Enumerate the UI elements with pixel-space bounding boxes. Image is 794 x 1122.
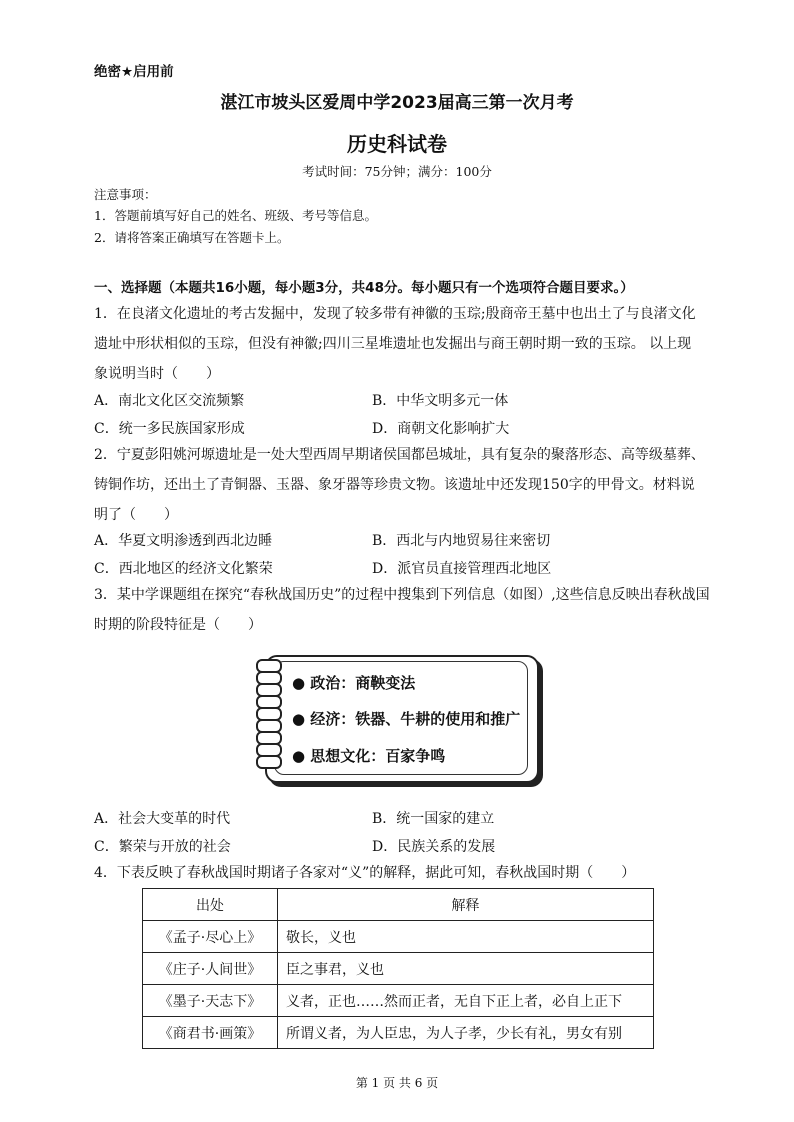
exam-info: 考试时间：75分钟；满分：100分 — [302, 164, 492, 179]
figure-item-economy: ● 经济：铁器、牛耕的使用和推广 — [292, 710, 521, 728]
table-row — [143, 985, 654, 1017]
table-header: 出处 — [143, 889, 278, 921]
table-cell-source: 《商君书·画策》 — [143, 1017, 278, 1049]
table-cell-explanation: 所谓义者，为人臣忠，为人子孝，少长有礼，男女有别 — [278, 1017, 654, 1049]
option-c: C．繁荣与开放的社会 — [94, 839, 231, 855]
notes-item: 2．请将答案正确填写在答题卡上。 — [94, 230, 290, 245]
table-row — [143, 953, 654, 985]
option-c: C．统一多民族国家形成 — [94, 421, 245, 437]
option-b: B．统一国家的建立 — [372, 811, 495, 827]
option-d: D．派官员直接管理西北地区 — [372, 561, 552, 577]
question-2 — [94, 440, 705, 530]
table-cell-explanation: 义者，正也……然而正者，无自下正上者，必自上正下 — [278, 985, 654, 1017]
section-title: 一、选择题（本题共16小题，每小题3分，共48分。每小题只有一个选项符合题目要求。） — [94, 280, 634, 296]
notes-heading: 注意事项： — [94, 187, 157, 202]
secret-mark: 绝密★启用前 — [94, 64, 174, 80]
question-line: 2．宁夏彭阳姚河塬遗址是一处大型西周早期诸侯国都邑城址，具有复杂的聚落形态、高等级墓葬、 — [94, 447, 705, 463]
table-cell-explanation: 臣之事君，义也 — [278, 953, 654, 985]
question-line: 时期的阶段特征是（ ） — [94, 617, 262, 633]
option-a: A．华夏文明渗透到西北边睡 — [94, 533, 273, 549]
table-header: 解释 — [278, 889, 654, 921]
page-footer: 第 1 页 共 6 页 — [355, 1076, 439, 1090]
question-line: 象说明当时（ ） — [94, 366, 220, 382]
figure-item-culture: ● 思想文化：百家争鸣 — [292, 747, 446, 765]
notes-item: 1．答题前填写好自己的姓名、班级、考号等信息。 — [94, 208, 377, 223]
question-line: 4．下表反映了春秋战国时期诸子各家对“义”的解释，据此可知，春秋战国时期（ ） — [94, 865, 636, 881]
subject-title: 历史科试卷 — [347, 132, 447, 156]
table-row — [143, 1017, 654, 1049]
option-a: A．社会大变革的时代 — [94, 811, 231, 827]
question-line: 铸铜作坊，还出土了青铜器、玉器、象牙器等珍贵文物。该遗址中还发现150字的甲骨文。材料说 — [94, 477, 695, 493]
question-3 — [94, 580, 710, 640]
school-title: 湛江市坡头区爱周中学2023届高三第一次月考 — [220, 93, 574, 113]
question-line: 1．在良渚文化遗址的考古发掘中，发现了较多带有神徽的玉琮;殷商帝王墓中也出土了与良渚文化 — [94, 306, 696, 322]
table-cell-source: 《墨子·天志下》 — [143, 985, 278, 1017]
table-header-row — [143, 889, 654, 921]
table-cell-source: 《庄子·人间世》 — [143, 953, 278, 985]
option-c: C．西北地区的经济文化繁荣 — [94, 561, 273, 577]
table-cell-source: 《孟子·尽心上》 — [143, 921, 278, 953]
table-row — [143, 921, 654, 953]
option-d: D．商朝文化影响扩大 — [372, 421, 510, 437]
table-cell-explanation: 敬长，义也 — [278, 921, 654, 953]
option-d: D．民族关系的发展 — [372, 839, 496, 855]
question-4 — [94, 858, 635, 888]
option-a: A．南北文化区交流频繁 — [94, 393, 245, 409]
question-line: 明了（ ） — [94, 507, 178, 523]
figure-item-politics: ● 政治：商鞅变法 — [292, 674, 416, 692]
option-b: B．中华文明多元一体 — [372, 393, 509, 409]
question-line: 3．某中学课题组在探究“春秋战国历史”的过程中搜集到下列信息（如图）,这些信息反映出春秋战国 — [94, 587, 710, 603]
option-b: B．西北与内地贸易往来密切 — [372, 533, 551, 549]
question-line: 遗址中形状相似的玉琮，但没有神徽;四川三星堆遗址也发掘出与商王朝时期一致的玉琮。 以上现 — [94, 336, 692, 352]
yi-interpretation-table — [142, 888, 654, 1049]
question-1 — [94, 299, 696, 389]
spiral-ring-icon — [256, 755, 282, 769]
